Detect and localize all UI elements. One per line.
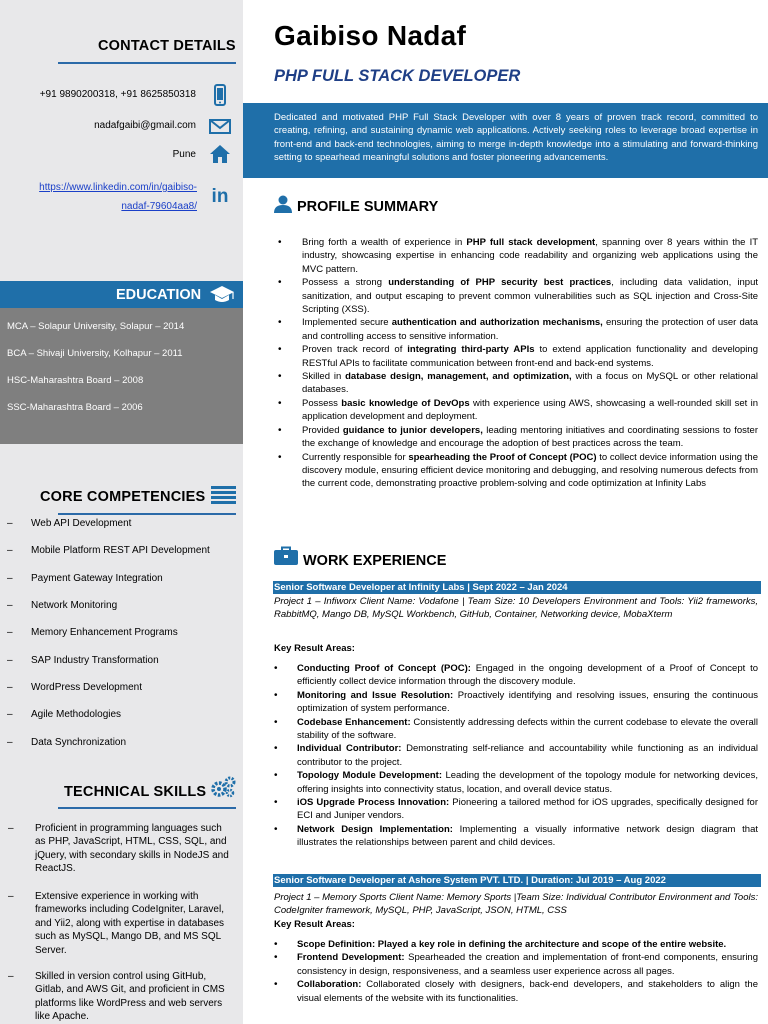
key-result-areas-label: Key Result Areas: xyxy=(274,919,355,930)
competency-item: – Payment Gateway Integration xyxy=(7,573,163,584)
briefcase-icon xyxy=(274,546,298,566)
competency-item: – Network Monitoring xyxy=(7,600,118,611)
profile-bullet: • Currently responsible for spearheading the Proof of Concept (POC) to collect device information using the discovery module, ensuring efficient device monitoring and debugging, and resolving numerous defects from the current code, demonstrating proactive problem-solving and code optimization at Infinity Labs xyxy=(278,451,758,491)
job-title: PHP FULL STACK DEVELOPER xyxy=(274,67,521,85)
email-text: nadafgaibi@gmail.com xyxy=(94,120,196,131)
graduation-cap-icon xyxy=(209,284,235,305)
list-icon xyxy=(211,485,236,505)
project-description: Project 1 – Memory Sports Client Name: Memory Sports |Team Size: Individual Contributor Environment and Tools: CodeIgniter framework, MySQL, PHP, JavaScript, JSON, HTML, CSS xyxy=(274,892,758,917)
key-result-item: • Monitoring and Issue Resolution: Proactively identifying and resolving issues, ensuring the continuous optimization of system performance. xyxy=(274,689,758,716)
profile-summary-title: PROFILE SUMMARY xyxy=(297,199,439,215)
technical-item: – Proficient in programming languages such as PHP, JavaScript, HTML, CSS, SQL, and jQuery, with secondary skills in NodeJS and ReactJS. xyxy=(8,823,229,875)
profile-bullet: • Bring forth a wealth of experience in PHP full stack development, spanning over 8 years within the IT industry, showcasing expertise in enhancing code readability and organizing web applications using the MVC pattern. xyxy=(278,236,758,276)
competency-item: – Mobile Platform REST API Development xyxy=(7,545,210,556)
home-icon xyxy=(209,143,231,165)
key-result-item: • iOS Upgrade Process Innovation: Pioneering a tailored method for iOS upgrades, specifically designed for ECI and Juniper vendors. xyxy=(274,796,758,823)
linkedin-link[interactable]: https://www.linkedin.com/in/gaibiso- xyxy=(39,182,197,193)
job-header: Senior Software Developer at Infinity Labs | Sept 2022 – Jan 2024 xyxy=(273,581,761,594)
user-icon xyxy=(274,195,292,213)
education-header xyxy=(0,281,243,308)
key-result-item: • Topology Module Development: Leading the development of the topology module for networking devices, offering insights into connectivity status, location, and overall device status. xyxy=(274,769,758,796)
key-result-item: • Network Design Implementation: Implementing a visually informative network design diagram that illustrates the relationships between parent and child devices. xyxy=(274,823,758,850)
divider xyxy=(58,807,236,809)
gears-icon xyxy=(210,775,237,799)
education-item: BCA – Shivaji University, Kolhapur – 2011 xyxy=(7,348,183,359)
linkedin-link-wrap[interactable] xyxy=(17,178,197,216)
technical-item: – Skilled in version control using GitHub, Gitlab, and AWS Git, and proficient in CMS platforms like WordPress and web servers like Apache. xyxy=(8,971,225,1023)
key-result-item: • Codebase Enhancement: Consistently addressing defects within the current codebase to elevate the overall stability of the software. xyxy=(274,716,758,743)
key-result-list xyxy=(274,938,758,1005)
competency-item: – WordPress Development xyxy=(7,682,142,693)
education-title: EDUCATION xyxy=(116,287,202,303)
competency-item: – Agile Methodologies xyxy=(7,709,122,720)
competency-item: – Memory Enhancement Programs xyxy=(7,627,178,638)
phone-icon xyxy=(209,84,231,106)
project-description: Project 1 – Infiworx Client Name: Vodafone | Team Size: 10 Developers Environment and Tools: Yii2 frameworks, RabbitMQ, Mango DB, MySQL Workbench, GitHub, Container, Networking device, MobaXterm xyxy=(274,596,758,621)
education-item: HSC-Maharashtra Board – 2008 xyxy=(7,375,144,386)
key-result-item: • Frontend Development: Spearheaded the creation and implementation of front-end components, ensuring consistency in design, responsiveness, and a seamless user experience across all pages. xyxy=(274,951,758,978)
technical-item: – Extensive experience in working with frameworks including CodeIgniter, Laravel, and Yii2, along with expertise in databases such as MySQL, Mango DB, and MS SQL Server. xyxy=(8,891,225,956)
key-result-item: • Collaboration: Collaborated closely with designers, back-end developers, and stakeholders to align the visual elements of the website with its functionalities. xyxy=(274,978,758,1005)
work-experience-title: WORK EXPERIENCE xyxy=(303,553,447,569)
sidebar xyxy=(0,0,243,1024)
summary-text: Dedicated and motivated PHP Full Stack Developer with over 8 years of proven track record, committed to creating, refining, and sustaining dynamic web applications. Actively seeking roles to leverage broad expertise in front-end and back-end technologies, aiming to merge in-depth knowledge into a stimulating and forward-thinking setting to spearhead meaningful solutions and foster pioneering advancements. xyxy=(274,112,758,164)
key-result-list xyxy=(274,662,758,850)
location-text: Pune xyxy=(172,149,196,160)
profile-summary-list xyxy=(278,236,758,491)
job-header: Senior Software Developer at Ashore System PVT. LTD. | Duration: Jul 2019 – Aug 2022 xyxy=(273,874,761,887)
key-result-item: • Scope Definition: Played a key role in defining the architecture and scope of the entire website. xyxy=(274,938,758,951)
key-result-areas-label: Key Result Areas: xyxy=(274,643,355,654)
key-result-item: • Individual Contributor: Demonstrating self-reliance and accountability while functioning as an individual contributor to the project. xyxy=(274,742,758,769)
profile-bullet: • Implemented secure authentication and authorization mechanisms, ensuring the protection of user data and controlling access to sensitive information. xyxy=(278,316,758,343)
candidate-name: Gaibiso Nadaf xyxy=(274,20,467,51)
education-item: MCA – Solapur University, Solapur – 2014 xyxy=(7,321,185,332)
linkedin-icon: in xyxy=(211,186,229,207)
competencies-title: CORE COMPETENCIES xyxy=(40,489,206,505)
education-item: SSC-Maharashtra Board – 2006 xyxy=(7,402,143,413)
technical-title: TECHNICAL SKILLS xyxy=(64,784,207,800)
competency-item: – Web API Development xyxy=(7,518,132,529)
email-icon xyxy=(209,115,231,137)
contact-title: CONTACT DETAILS xyxy=(98,38,236,54)
phone-text: +91 9890200318, +91 8625850318 xyxy=(39,89,196,100)
profile-bullet: • Proven track record of integrating third-party APIs to extend application functionality and developing RESTful APIs to facilitate communication between front-end and back-end systems. xyxy=(278,343,758,370)
profile-bullet: • Possess basic knowledge of DevOps with experience using AWS, showcasing a well-rounded skill set in application development and deployment. xyxy=(278,397,758,424)
competency-item: – SAP Industry Transformation xyxy=(7,655,159,666)
profile-bullet: • Possess a strong understanding of PHP security best practices, including data validation, input sanitization, and output escaping to prevent common vulnerabilities such as SQL injection and Cross-Site Scripting (XSS). xyxy=(278,276,758,316)
profile-bullet: • Skilled in database design, management, and optimization, with a focus on MySQL or other relational databases. xyxy=(278,370,758,397)
divider xyxy=(58,513,236,515)
divider xyxy=(58,62,236,64)
linkedin-link-cont[interactable]: nadaf-79604aa8/ xyxy=(121,201,197,212)
education-list xyxy=(0,308,243,444)
profile-bullet: • Provided guidance to junior developers, leading mentoring initiatives and coordinating sessions to foster the exchange of knowledge and encourage the adoption of best practices across the team. xyxy=(278,424,758,451)
competency-item: – Data Synchronization xyxy=(7,737,127,748)
key-result-item: • Conducting Proof of Concept (POC): Engaged in the ongoing development of a Proof of Concept to efficiently collect device information through the discovery module. xyxy=(274,662,758,689)
